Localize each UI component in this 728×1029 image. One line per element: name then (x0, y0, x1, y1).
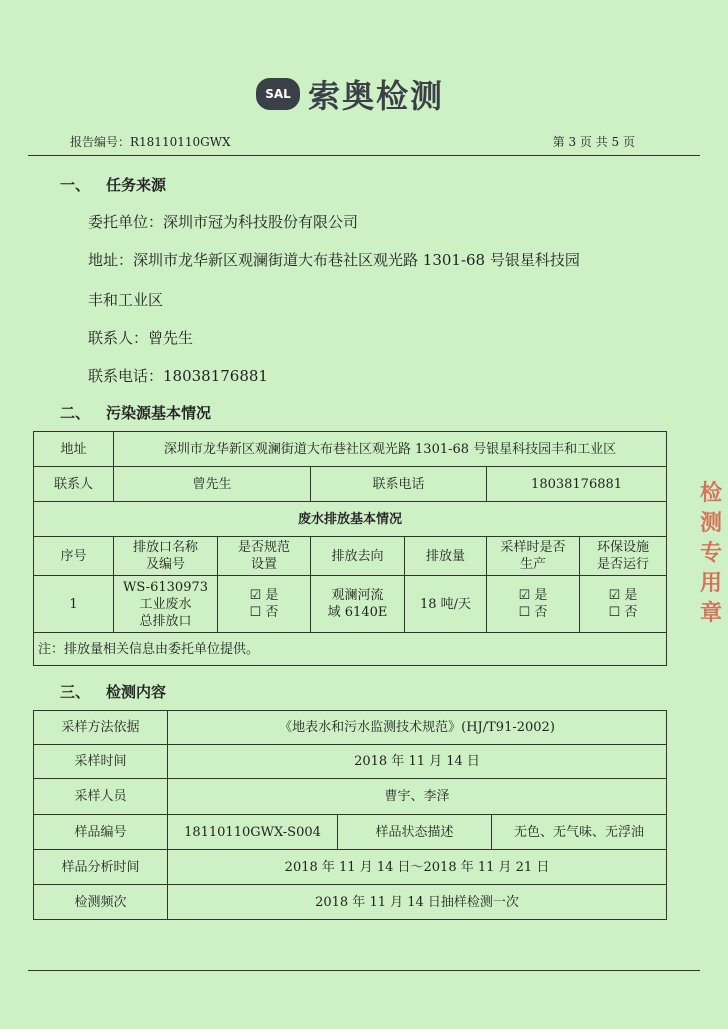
report-number: 报告编号：R18110110GWX (70, 135, 231, 149)
col-outlet-line2: 及编号 (145, 557, 185, 572)
section-1-number: 一、 (60, 176, 91, 194)
sampling-time-value: 2018 年 11 月 14 日 (168, 745, 667, 779)
col-volume: 排放量 (405, 537, 487, 576)
table-row (34, 885, 667, 920)
method-label: 采样方法依据 (34, 711, 168, 745)
sample-state-label: 样品状态描述 (338, 815, 492, 850)
production-yes-checkbox: ☑ 是 (518, 588, 548, 603)
col-production (487, 537, 580, 576)
section-1-heading (60, 174, 166, 195)
row-seq: 1 (34, 576, 114, 633)
logo-title: 索奥检测 (308, 77, 445, 115)
col-production-line1: 采样时是否 (500, 540, 566, 555)
col-standard-line1: 是否规范 (237, 540, 290, 555)
col-env-line2: 是否运行 (597, 557, 650, 572)
phone-line: 联系电话：18038176881 (88, 367, 268, 385)
testing-content-table (33, 710, 667, 920)
standard-yes-checkbox: ☑ 是 (249, 588, 279, 603)
section-1-title: 任务来源 (106, 176, 167, 194)
row-outlet-type: 工业废水 (139, 596, 192, 612)
table-note: 注：排放量相关信息由委托单位提供。 (34, 633, 667, 666)
sample-state-value: 无色、无气味、无浮油 (492, 815, 667, 850)
analysis-time-value: 2018 年 11 月 14 日～2018 年 11 月 21 日 (168, 850, 667, 885)
red-seal-stamp: 检测专用章 (700, 480, 723, 626)
col-outlet (114, 537, 218, 576)
row-standard (218, 576, 311, 633)
analysis-time-label: 样品分析时间 (34, 850, 168, 885)
header-divider (28, 155, 700, 156)
section-2-heading (60, 402, 211, 423)
table-row (34, 576, 667, 633)
row-outlet-name: 总排放口 (139, 613, 192, 629)
address-value: 深圳市龙华新区观澜街道大布巷社区观光路 1301-68 号银星科技园丰和工业区 (114, 432, 667, 467)
section-3-title: 检测内容 (106, 683, 167, 701)
phone-value: 18038176881 (487, 467, 667, 502)
env-no-checkbox: ☐ 否 (608, 605, 638, 620)
row-outlet (114, 576, 218, 633)
col-env-line1: 环保设施 (597, 540, 650, 555)
section-2-number: 二、 (60, 404, 91, 422)
method-value: 《地表水和污水监测技术规范》(HJ/T91-2002) (168, 711, 667, 745)
col-seq: 序号 (34, 537, 114, 576)
sal-logo-badge: SAL (256, 78, 300, 110)
section-3-number: 三、 (60, 683, 91, 701)
section-3-heading (60, 681, 166, 702)
sample-no-label: 样品编号 (34, 815, 168, 850)
row-volume: 18 吨/天 (405, 576, 487, 633)
page-number: 第 3 页 共 5 页 (552, 135, 635, 149)
table-row (34, 815, 667, 850)
row-destination-line2: 域 6140E (327, 605, 388, 620)
wastewater-subtitle: 废水排放基本情况 (34, 502, 667, 537)
footer-divider (28, 970, 700, 971)
col-outlet-line1: 排放口名称 (132, 540, 198, 555)
pollution-source-table (33, 431, 667, 666)
row-outlet-code: WS-6130973 (122, 579, 209, 595)
address-line-2: 丰和工业区 (88, 291, 164, 309)
company-logo (256, 74, 444, 114)
address-line-1: 地址：深圳市龙华新区观澜街道大布巷社区观光路 1301-68 号银星科技园 (88, 251, 580, 269)
address-label: 地址 (34, 432, 114, 467)
table-row (34, 467, 667, 502)
col-standard (218, 537, 311, 576)
col-production-line2: 生产 (519, 557, 546, 572)
row-destination (311, 576, 405, 633)
frequency-label: 检测频次 (34, 885, 168, 920)
contact-label: 联系人 (34, 467, 114, 502)
row-production (487, 576, 580, 633)
table-row (34, 432, 667, 467)
table-row (34, 633, 667, 666)
contact-value: 曾先生 (114, 467, 311, 502)
col-destination: 排放去向 (311, 537, 405, 576)
row-destination-line1: 观澜河流 (331, 588, 384, 603)
sampling-time-label: 采样时间 (34, 745, 168, 779)
staff-value: 曹宇、李泽 (168, 779, 667, 815)
table-row (34, 850, 667, 885)
table-row (34, 779, 667, 815)
row-env-facility (580, 576, 667, 633)
table-header-row (34, 537, 667, 576)
production-no-checkbox: ☐ 否 (518, 605, 548, 620)
env-yes-checkbox: ☑ 是 (608, 588, 638, 603)
col-env-facility (580, 537, 667, 576)
contact-line: 联系人：曾先生 (88, 329, 194, 347)
sample-no-value: 18110110GWX-S004 (168, 815, 338, 850)
frequency-value: 2018 年 11 月 14 日抽样检测一次 (168, 885, 667, 920)
staff-label: 采样人员 (34, 779, 168, 815)
standard-no-checkbox: ☐ 否 (249, 605, 279, 620)
client-line: 委托单位：深圳市冠为科技股份有限公司 (88, 213, 359, 231)
table-row (34, 711, 667, 745)
section-2-title: 污染源基本情况 (106, 404, 212, 422)
table-row (34, 502, 667, 537)
phone-label: 联系电话 (311, 467, 487, 502)
table-row (34, 745, 667, 779)
col-standard-line2: 设置 (250, 557, 277, 572)
